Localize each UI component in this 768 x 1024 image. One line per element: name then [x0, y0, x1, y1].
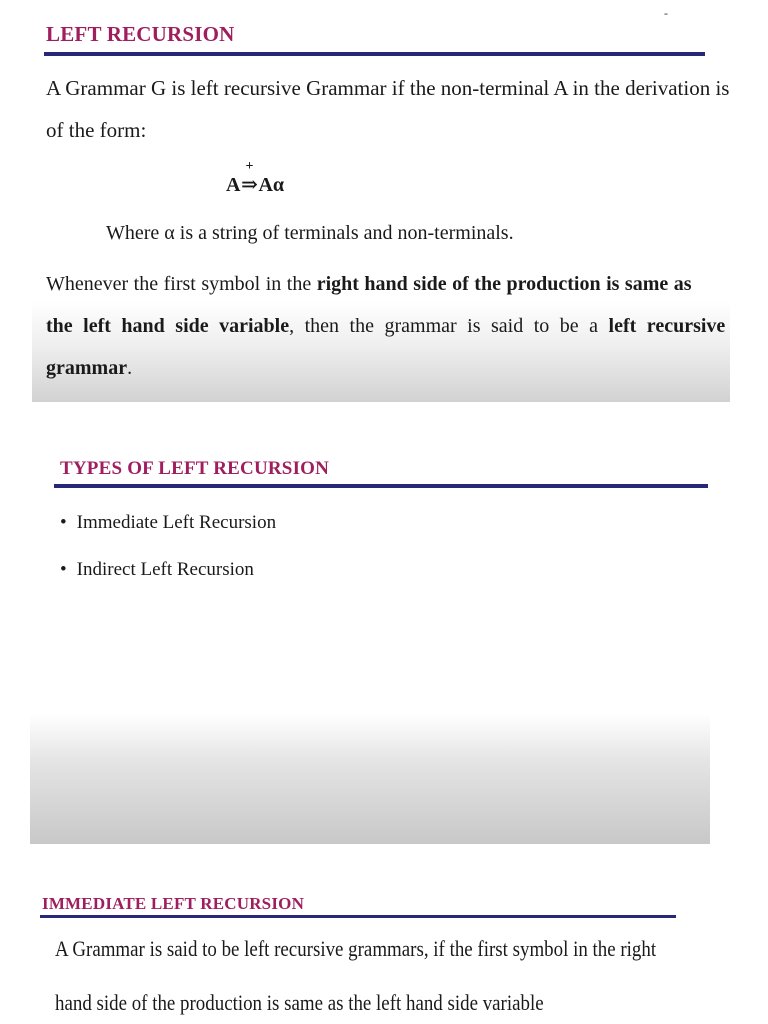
rule-bold-text: grammar	[46, 357, 128, 379]
formula-right: Aα	[258, 174, 285, 196]
plus-sign: +	[245, 159, 254, 174]
definition-line-2: hand side of the production is same as the left hand side variable	[55, 990, 544, 1015]
definition-line-1: A Grammar G is left recursive Grammar if the non-terminal A in the derivation is	[46, 76, 730, 100]
slide-immediate-left-recursion	[0, 880, 768, 1024]
rule-text: .	[127, 357, 133, 379]
rule-line-1	[46, 273, 692, 296]
list-item-label: Immediate Left Recursion	[76, 512, 277, 533]
heading-rule	[54, 484, 708, 488]
rule-line-2	[46, 315, 725, 338]
slide-heading: IMMEDIATE LEFT RECURSION	[42, 894, 305, 913]
list-item-label: Indirect Left Recursion	[76, 559, 254, 580]
slide-left-recursion	[32, 0, 730, 402]
slide-types-of-left-recursion	[30, 432, 710, 844]
rule-text: Whenever the first symbol in the	[46, 273, 317, 295]
derivation-formula	[226, 159, 285, 197]
bullet-icon: •	[60, 559, 67, 580]
formula-left: A	[226, 174, 241, 196]
rule-text: , then the grammar is said to be a	[289, 315, 609, 337]
rule-bold-text: left recursive	[608, 315, 726, 337]
rule-line-3	[46, 357, 132, 380]
slide-heading: TYPES OF LEFT RECURSION	[60, 458, 330, 479]
alpha-explanation: Where α is a string of terminals and non-terminals.	[106, 222, 514, 244]
definition-line-1: A Grammar is said to be left recursive grammars, if the first symbol in the right	[55, 936, 657, 961]
heading-rule	[40, 915, 676, 918]
corner-mark: -	[664, 6, 668, 20]
definition-line-2: of the form:	[46, 118, 147, 142]
heading-rule	[44, 52, 705, 56]
rule-bold-text: the left hand side variable	[46, 315, 290, 337]
list-item	[60, 512, 276, 534]
arrow-glyph: ⇒	[241, 174, 258, 196]
derives-arrow	[240, 159, 258, 197]
rule-bold-text: right hand side of the production is same as	[316, 273, 692, 295]
bullet-icon: •	[60, 512, 67, 533]
slide-heading: LEFT RECURSION	[46, 22, 235, 46]
list-item	[60, 559, 254, 581]
